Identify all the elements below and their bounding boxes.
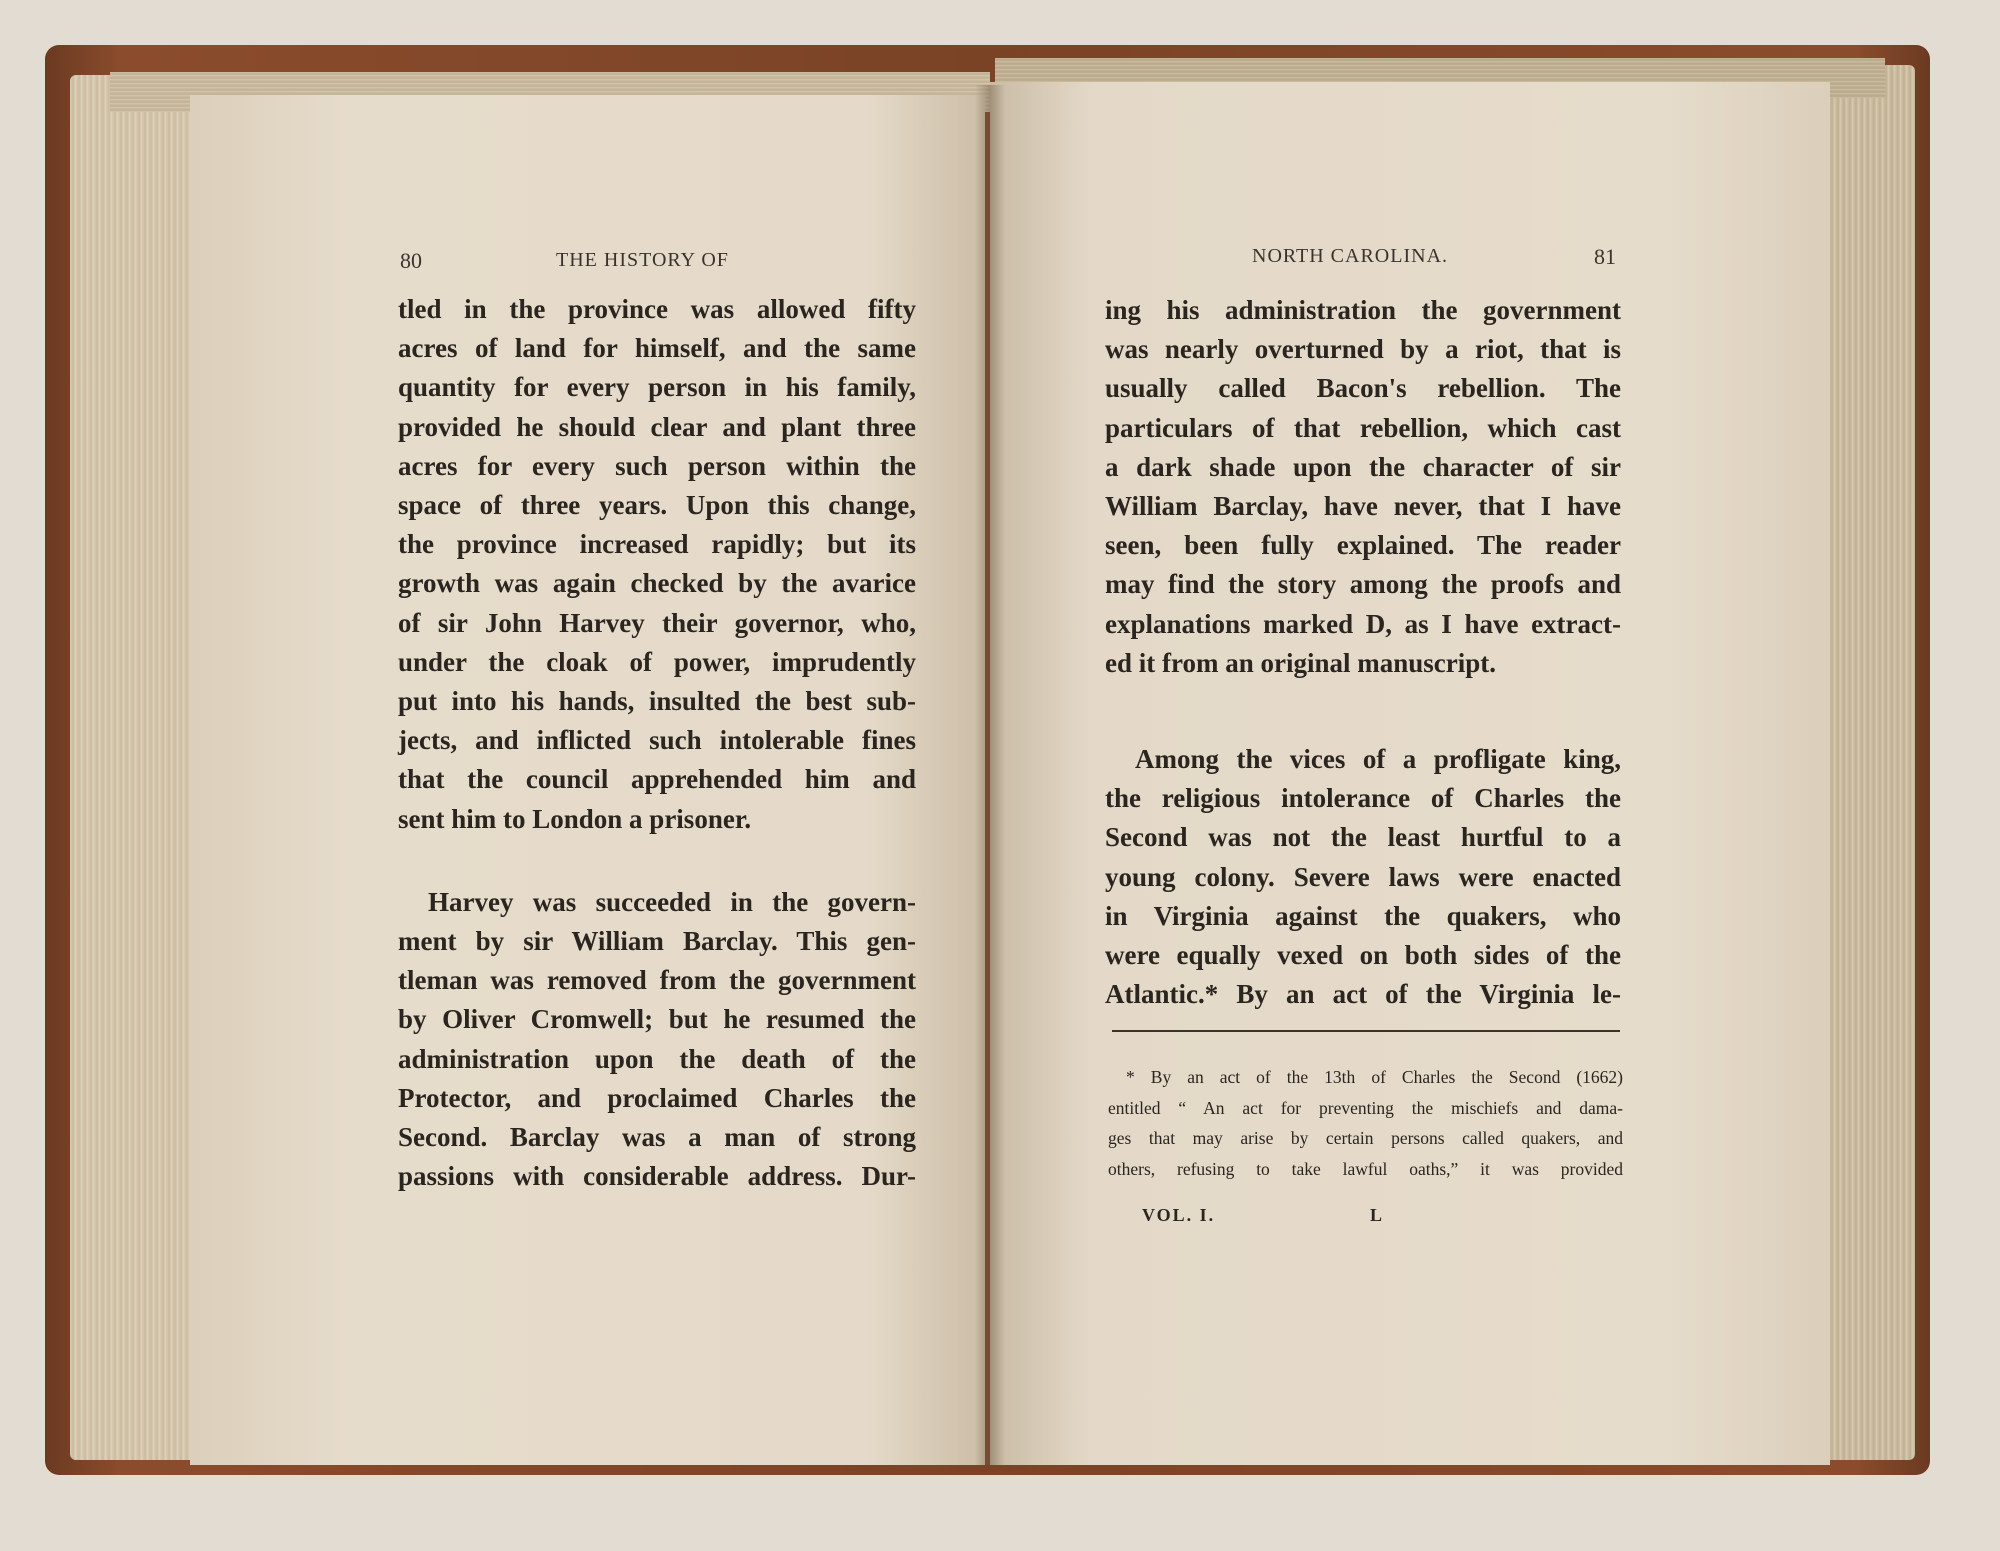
footnote-divider: [1112, 1030, 1620, 1032]
text-line: tled in the province was allowed fifty: [398, 294, 916, 324]
text-line: ing his administration the government: [1105, 295, 1621, 325]
text-line: were equally vexed on both sides of the: [1105, 940, 1621, 971]
text-line: administration upon the death of the: [398, 1043, 916, 1074]
text-line: William Barclay, have never, that I have: [1105, 491, 1621, 522]
text-line: by Oliver Cromwell; but he resumed the: [398, 1004, 916, 1035]
text-line: put into his hands, insulted the best sub-: [398, 686, 916, 717]
left-paragraph-1: [398, 290, 916, 839]
left-page-text: [398, 290, 916, 1196]
text-line: acres for every such person within the: [398, 450, 916, 481]
footnote: [1108, 1062, 1623, 1184]
paragraph-gap: [398, 839, 916, 883]
right-paragraph-1: [1105, 291, 1621, 683]
footnote-line: entitled “ An act for preventing the mischiefs and dama-: [1108, 1097, 1623, 1118]
text-line: Atlantic.* By an act of the Virginia le-: [1105, 979, 1621, 1010]
text-line: usually called Bacon's rebellion. The: [1105, 373, 1621, 404]
text-line: in Virginia against the quakers, who: [1105, 900, 1621, 931]
text-line: acres of land for himself, and the same: [398, 333, 916, 364]
right-paragraph-2: [1105, 740, 1621, 1014]
text-line: sent him to London a prisoner.: [398, 803, 752, 834]
left-running-head: THE HISTORY OF: [556, 249, 729, 271]
left-page-number: 80: [400, 248, 422, 273]
text-line: young colony. Severe laws were enacted: [1105, 861, 1621, 892]
text-line: Second was not the least hurtful to a: [1105, 822, 1621, 853]
text-line: of sir John Harvey their governor, who,: [398, 607, 916, 638]
text-line: the province increased rapidly; but its: [398, 529, 916, 560]
right-running-head: NORTH CAROLINA.: [1252, 245, 1449, 267]
text-line: seen, been fully explained. The reader: [1105, 530, 1621, 561]
footnote-line: others, refusing to take lawful oaths,” it was provided: [1108, 1158, 1623, 1179]
right-page-text: [1105, 291, 1621, 1014]
footnote-line: ges that may arise by certain persons called quakers, and: [1108, 1128, 1623, 1148]
text-line: a dark shade upon the character of sir: [1105, 451, 1621, 482]
text-line: Protector, and proclaimed Charles the: [398, 1082, 916, 1113]
volume-signature: VOL. I.: [1142, 1205, 1216, 1225]
paragraph-gap: [1105, 683, 1621, 740]
book-gutter: [975, 85, 1005, 1465]
text-line: quantity for every person in his family,: [398, 372, 916, 403]
footnote-line: * By an act of the 13th of Charles the Second (1662): [1126, 1067, 1623, 1087]
text-line: space of three years. Upon this change,: [398, 490, 916, 521]
text-line: Among the vices of a profligate king,: [1135, 744, 1621, 775]
text-line: growth was again checked by the avarice: [398, 568, 916, 599]
text-line: tleman was removed from the government: [398, 965, 916, 996]
signature-mark: L: [1370, 1205, 1383, 1225]
text-line: the religious intolerance of Charles the: [1105, 783, 1621, 814]
text-line: may find the story among the proofs and: [1105, 569, 1621, 600]
left-paragraph-2: [398, 883, 916, 1197]
text-line: ed it from an original manuscript.: [1105, 647, 1496, 678]
text-line: that the council apprehended him and: [398, 764, 916, 795]
text-line: Harvey was succeeded in the govern-: [428, 886, 916, 917]
right-page-number: 81: [1594, 244, 1616, 269]
text-line: ment by sir William Barclay. This gen-: [398, 926, 916, 957]
text-line: explanations marked D, as I have extract-: [1105, 608, 1621, 639]
text-line: Second. Barclay was a man of strong: [398, 1122, 916, 1153]
text-line: passions with considerable address. Dur-: [398, 1161, 916, 1192]
text-line: was nearly overturned by a riot, that is: [1105, 334, 1621, 365]
text-line: under the cloak of power, imprudently: [398, 646, 916, 677]
text-line: particulars of that rebellion, which cast: [1105, 412, 1621, 443]
text-line: provided he should clear and plant three: [398, 411, 916, 442]
text-line: jects, and inflicted such intolerable fines: [398, 725, 916, 756]
